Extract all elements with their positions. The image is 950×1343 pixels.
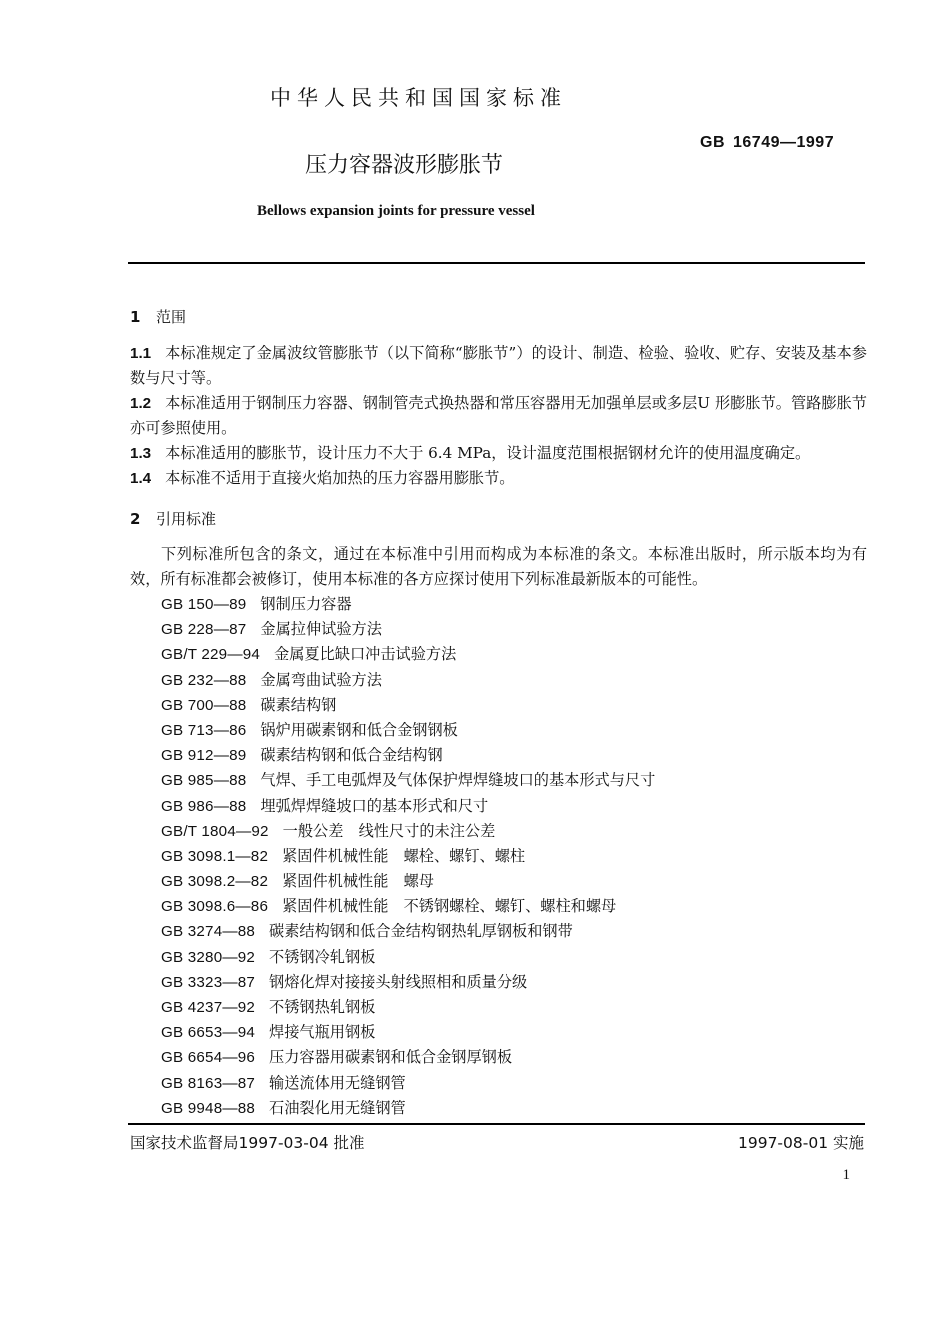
reference-item xyxy=(161,995,655,1020)
reference-title: 金属夏比缺口冲击试验方法 xyxy=(274,645,457,664)
clause-1-4-number: 1.4 xyxy=(130,470,152,487)
reference-code: GB 228—87 xyxy=(161,621,247,639)
reference-code: GB 700—88 xyxy=(161,696,247,714)
reference-code: GB 6654—96 xyxy=(161,1049,256,1067)
reference-title: 不锈钢热轧钢板 xyxy=(269,998,376,1016)
reference-item xyxy=(161,668,655,693)
reference-code: GB 3098.6—86 xyxy=(161,898,269,916)
standard-code-prefix: GB xyxy=(700,134,725,151)
reference-code: GB 713—86 xyxy=(161,721,247,739)
section-2-title: 引用标准 xyxy=(156,510,217,528)
reference-title: 埋弧焊焊缝坡口的基本形式和尺寸 xyxy=(260,796,489,815)
reference-title: 紧固件机械性能 螺母 xyxy=(282,872,434,891)
reference-code: GB 8163—87 xyxy=(161,1074,256,1092)
reference-item xyxy=(161,819,655,844)
reference-code: GB 3323—87 xyxy=(161,973,256,991)
clause-1-4 xyxy=(130,466,867,491)
reference-title: 金属弯曲试验方法 xyxy=(260,670,382,689)
effective-date: 1997-08-01 实施 xyxy=(737,1134,864,1152)
reference-item xyxy=(161,617,655,642)
reference-title: 焊接气瓶用钢板 xyxy=(269,1023,376,1042)
clause-1-1-text: 本标准规定了金属波纹管膨胀节（以下简称“膨胀节”）的设计、制造、检验、验收、贮存、安装及基本参数与尺寸等。 xyxy=(130,344,867,387)
reference-code: GB 3098.2—82 xyxy=(161,873,269,891)
reference-code: GB/T 229—94 xyxy=(161,646,261,664)
reference-title: 紧固件机械性能 螺栓、螺钉、螺柱 xyxy=(282,846,526,865)
header-divider xyxy=(128,262,865,264)
referenced-standards-list xyxy=(161,592,655,1121)
reference-code: GB 986—88 xyxy=(161,797,247,815)
reference-item xyxy=(161,743,655,768)
reference-item xyxy=(161,1020,655,1045)
footer-divider xyxy=(128,1123,865,1125)
document-title-en: Bellows expansion joints for pressure vessel xyxy=(257,203,535,219)
clause-1-2-text: 本标准适用于钢制压力容器、钢制管壳式换热器和常压容器用无加强单层或多层U 形膨胀节。管路膨胀节亦可参照使用。 xyxy=(130,394,867,437)
reference-code: GB 3098.1—82 xyxy=(161,847,269,865)
clause-1-3-number: 1.3 xyxy=(130,445,152,462)
reference-item xyxy=(161,1096,655,1121)
section-1-heading xyxy=(130,306,186,327)
section-2-number: 2 xyxy=(130,510,141,528)
reference-title: 紧固件机械性能 不锈钢螺栓、螺钉、螺柱和螺母 xyxy=(282,897,617,916)
reference-code: GB 912—89 xyxy=(161,747,247,765)
clause-1-1-number: 1.1 xyxy=(130,345,152,362)
reference-title: 碳素结构钢和低合金结构钢热轧厚钢板和钢带 xyxy=(269,922,573,941)
reference-item xyxy=(161,869,655,894)
reference-item xyxy=(161,768,655,793)
reference-title: 压力容器用碳素钢和低合金钢厚钢板 xyxy=(269,1048,513,1067)
reference-item xyxy=(161,642,655,667)
reference-code: GB 3274—88 xyxy=(161,923,256,941)
reference-item xyxy=(161,794,655,819)
reference-code: GB 4237—92 xyxy=(161,999,256,1016)
reference-code: GB 985—88 xyxy=(161,772,247,790)
reference-item xyxy=(161,945,655,970)
reference-title: 钢熔化焊对接接头射线照相和质量分级 xyxy=(269,972,528,991)
clause-1-1 xyxy=(130,341,867,391)
standard-code xyxy=(700,134,834,152)
approval-date: 国家技术监督局1997-03-04 批准 xyxy=(130,1134,365,1152)
reference-item xyxy=(161,970,655,995)
clause-1-3 xyxy=(130,441,867,466)
reference-item xyxy=(161,1045,655,1070)
reference-title: 碳素结构钢 xyxy=(260,695,337,714)
national-standard-title: 中华人民共和国国家标准 xyxy=(270,86,567,110)
reference-title: 气焊、手工电弧焊及气体保护焊焊缝坡口的基本形式与尺寸 xyxy=(260,771,656,790)
reference-title: 不锈钢冷轧钢板 xyxy=(269,947,376,966)
standard-code-number: 16749—1997 xyxy=(733,134,835,151)
clause-1-4-text: 本标准不适用于直接火焰加热的压力容器用膨胀节。 xyxy=(165,469,515,487)
reference-title: 一般公差 线性尺寸的未注公差 xyxy=(282,821,496,840)
section-1-number: 1 xyxy=(130,308,141,326)
reference-title: 金属拉伸试验方法 xyxy=(260,620,382,639)
section-2-intro: 下列标准所包含的条文，通过在本标准中引用而构成为本标准的条文。本标准出版时，所示版本均为有效，所有标准都会被修订，使用本标准的各方应探讨使用下列标准最新版本的可能性。 xyxy=(130,545,867,588)
section-1-title: 范围 xyxy=(156,308,187,326)
reference-item xyxy=(161,592,655,617)
reference-item xyxy=(161,1071,655,1096)
reference-code: GB 150—89 xyxy=(161,596,247,613)
clause-1-2-number: 1.2 xyxy=(130,395,152,412)
reference-code: GB 9948—88 xyxy=(161,1099,256,1117)
reference-item xyxy=(161,919,655,944)
reference-code: GB 232—88 xyxy=(161,671,247,689)
reference-item xyxy=(161,718,655,743)
reference-item xyxy=(161,894,655,919)
reference-title: 碳素结构钢和低合金结构钢 xyxy=(260,746,443,765)
reference-title: 石油裂化用无缝钢管 xyxy=(269,1098,406,1117)
reference-item xyxy=(161,693,655,718)
page-number: 1 xyxy=(842,1167,850,1183)
clause-1-2 xyxy=(130,391,867,441)
section-2-heading xyxy=(130,508,216,529)
reference-code: GB/T 1804—92 xyxy=(161,822,269,840)
reference-title: 钢制压力容器 xyxy=(260,595,352,613)
reference-title: 锅炉用碳素钢和低合金钢钢板 xyxy=(260,720,458,739)
reference-title: 输送流体用无缝钢管 xyxy=(269,1073,406,1092)
document-title-cn: 压力容器波形膨胀节 xyxy=(305,153,504,178)
reference-code: GB 6653—94 xyxy=(161,1024,256,1042)
reference-item xyxy=(161,844,655,869)
reference-code: GB 3280—92 xyxy=(161,948,256,966)
clause-1-3-text: 本标准适用的膨胀节，设计压力不大于 6.4 MPa，设计温度范围根据钢材允许的使用温度确定。 xyxy=(165,444,811,462)
